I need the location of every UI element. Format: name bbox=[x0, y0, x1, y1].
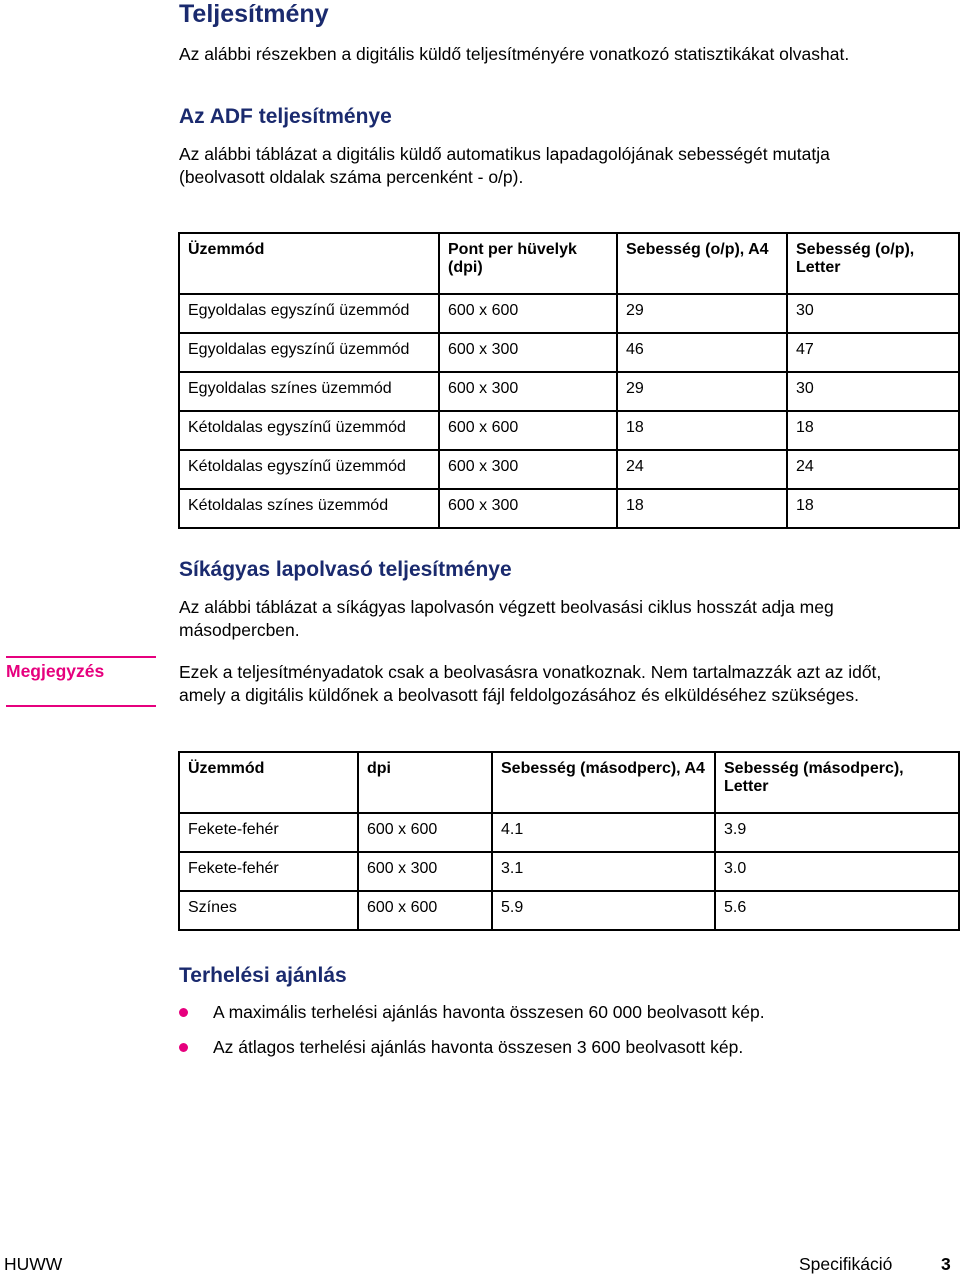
load-bullet-1: A maximális terhelési ajánlás havonta összesen 60 000 beolvasott kép. bbox=[213, 1002, 765, 1022]
cell-letter: 3.9 bbox=[715, 813, 958, 852]
adf-header-letter: Sebesség (o/p), Letter bbox=[787, 234, 958, 294]
table-row bbox=[180, 411, 958, 450]
cell-dpi: 600 x 300 bbox=[439, 333, 617, 372]
cell-letter: 24 bbox=[787, 450, 958, 489]
cell-a4: 29 bbox=[617, 294, 787, 333]
cell-a4: 24 bbox=[617, 450, 787, 489]
cell-a4: 3.1 bbox=[492, 852, 715, 891]
flatbed-text-1: Az alábbi táblázat a síkágyas lapolvasón végzett beolvasási ciklus hosszát adja meg bbox=[179, 597, 834, 617]
cell-dpi: 600 x 600 bbox=[358, 813, 492, 852]
adf-text-2: (beolvasott oldalak száma percenként - o/p). bbox=[179, 167, 524, 187]
cell-mode: Fekete-fehér bbox=[180, 852, 358, 891]
note-label: Megjegyzés bbox=[6, 661, 105, 681]
adf-text-1: Az alábbi táblázat a digitális küldő automatikus lapadagolójának sebességét mutatja bbox=[179, 144, 830, 164]
cell-a4: 18 bbox=[617, 489, 787, 527]
flatbed-table bbox=[178, 751, 960, 931]
flatbed-text-2: másodpercben. bbox=[179, 620, 300, 640]
table-row bbox=[180, 333, 958, 372]
cell-letter: 5.6 bbox=[715, 891, 958, 929]
flatbed-header-dpi: dpi bbox=[358, 753, 492, 813]
flatbed-header-a4: Sebesség (másodperc), A4 bbox=[492, 753, 715, 813]
cell-mode: Egyoldalas egyszínű üzemmód bbox=[180, 333, 439, 372]
load-heading: Terhelési ajánlás bbox=[179, 964, 347, 987]
cell-mode: Fekete-fehér bbox=[180, 813, 358, 852]
adf-heading: Az ADF teljesítménye bbox=[179, 105, 392, 128]
intro-text: Az alábbi részekben a digitális küldő teljesítményére vonatkozó statisztikákat olvashat. bbox=[179, 44, 850, 64]
cell-letter: 30 bbox=[787, 372, 958, 411]
adf-header-a4: Sebesség (o/p), A4 bbox=[617, 234, 787, 294]
bullet-icon bbox=[179, 1008, 188, 1017]
cell-a4: 5.9 bbox=[492, 891, 715, 929]
table-row bbox=[180, 813, 958, 852]
note-rule-bottom bbox=[6, 705, 156, 707]
note-rule-top bbox=[6, 656, 156, 658]
cell-dpi: 600 x 300 bbox=[358, 852, 492, 891]
note-text-1: Ezek a teljesítményadatok csak a beolvasásra vonatkoznak. Nem tartalmazzák azt az időt, bbox=[179, 662, 882, 682]
bullet-icon bbox=[179, 1043, 188, 1052]
table-row bbox=[180, 372, 958, 411]
flatbed-heading: Síkágyas lapolvasó teljesítménye bbox=[179, 558, 512, 581]
cell-dpi: 600 x 300 bbox=[439, 489, 617, 527]
table-row bbox=[180, 450, 958, 489]
cell-mode: Kétoldalas színes üzemmód bbox=[180, 489, 439, 527]
cell-letter: 18 bbox=[787, 489, 958, 527]
cell-letter: 30 bbox=[787, 294, 958, 333]
table-row bbox=[180, 891, 958, 929]
cell-a4: 46 bbox=[617, 333, 787, 372]
table-row bbox=[180, 852, 958, 891]
adf-header-mode: Üzemmód bbox=[180, 234, 439, 294]
footer-left: HUWW bbox=[4, 1254, 63, 1274]
adf-table bbox=[178, 232, 960, 529]
note-text-2: amely a digitális küldőnek a beolvasott fájl feldolgozásához és elküldéséhez szükséges. bbox=[179, 685, 859, 705]
flatbed-table-header bbox=[180, 753, 958, 813]
cell-letter: 47 bbox=[787, 333, 958, 372]
cell-mode: Kétoldalas egyszínű üzemmód bbox=[180, 411, 439, 450]
cell-dpi: 600 x 300 bbox=[439, 372, 617, 411]
cell-mode: Színes bbox=[180, 891, 358, 929]
cell-a4: 4.1 bbox=[492, 813, 715, 852]
cell-dpi: 600 x 600 bbox=[439, 294, 617, 333]
table-row bbox=[180, 489, 958, 527]
cell-dpi: 600 x 600 bbox=[358, 891, 492, 929]
load-bullet-2: Az átlagos terhelési ajánlás havonta összesen 3 600 beolvasott kép. bbox=[213, 1037, 744, 1057]
cell-mode: Egyoldalas egyszínű üzemmód bbox=[180, 294, 439, 333]
flatbed-header-letter: Sebesség (másodperc), Letter bbox=[715, 753, 958, 813]
footer-section: Specifikáció bbox=[799, 1254, 893, 1274]
cell-a4: 29 bbox=[617, 372, 787, 411]
cell-letter: 3.0 bbox=[715, 852, 958, 891]
cell-dpi: 600 x 600 bbox=[439, 411, 617, 450]
cell-a4: 18 bbox=[617, 411, 787, 450]
cell-letter: 18 bbox=[787, 411, 958, 450]
footer-page-number: 3 bbox=[941, 1254, 951, 1274]
adf-header-dpi: Pont per hüvelyk (dpi) bbox=[439, 234, 617, 294]
cell-mode: Kétoldalas egyszínű üzemmód bbox=[180, 450, 439, 489]
adf-table-header bbox=[180, 234, 958, 294]
cell-dpi: 600 x 300 bbox=[439, 450, 617, 489]
cell-mode: Egyoldalas színes üzemmód bbox=[180, 372, 439, 411]
page-title: Teljesítmény bbox=[179, 0, 329, 28]
flatbed-header-mode: Üzemmód bbox=[180, 753, 358, 813]
table-row bbox=[180, 294, 958, 333]
